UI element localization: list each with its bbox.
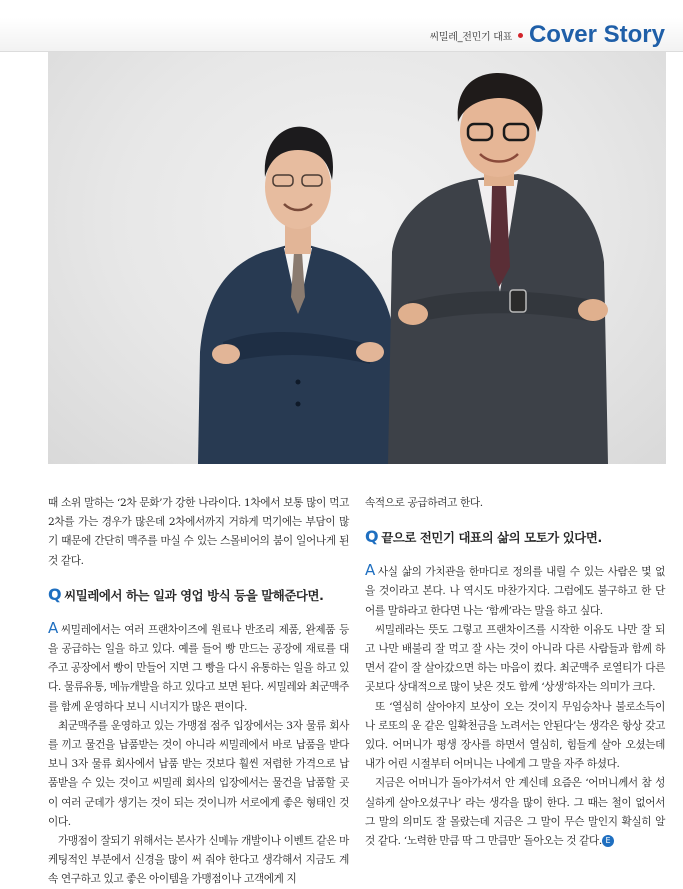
answer-paragraph	[365, 561, 665, 621]
cover-photo	[48, 52, 666, 464]
paragraph	[365, 774, 665, 851]
section-title: Cover Story	[528, 21, 665, 48]
paragraph: 씨밀레라는 뜻도 그렇고 프랜차이즈를 시작한 이유도 나만 잘 되고 나만 배불리 잘 먹고 잘 사는 것이 아니라 다른 사람들과 함께 하면서 같이 잘 살아갔으면 하는 마음이 컸다. 최군맥주 로열티가 다른 곳보다 상대적으로 많이 낮은 것도 함께 ‘상생’하자는 의미가 크다.	[365, 623, 665, 694]
paragraph: 최군맥주를 운영하고 있는 가맹점 점주 입장에서는 3자 물류 회사를 끼고 물건을 납품받는 것이 아니라 씨밀레에서 바로 납품을 받다보니 3자 물류 회사에서 납품 받는 것보다 훨씬 저렴한 가격으로 납품받을 수 있는 것이고 씨밀레 회사의 입장에서는 물건을 납품할 곳이 여러 군데가 생기는 것이 되는 것이니까 서로에게 좋은 형태인 것이다.	[48, 719, 349, 828]
section-subtitle: 씨밀레_전민기 대표	[429, 31, 512, 43]
paragraph-text: 지금은 어머니가 돌아가셔서 안 계신데 요즘은 ‘어머니께서 참 성실하게 살아오셨구나’ 라는 생각을 많이 한다. 그 때는 철이 없어서 그 말의 의미도 잘 몰랐는데 지금은 그 말이 무슨 말인지 확실히 알 것 같다. ‘노력한 만큼 딱 그 만큼만’ 돌아오는 것 같다.	[365, 777, 665, 848]
person-left	[198, 127, 398, 464]
section-header	[429, 22, 665, 48]
article-column-left	[48, 494, 349, 889]
end-mark-icon: E	[602, 835, 614, 847]
article-column-right	[365, 494, 665, 851]
cover-photo-illustration	[48, 52, 666, 464]
question-heading	[48, 585, 349, 606]
paragraph: 또 ‘열심히 살아야지 보상이 오는 것이지 무임승차나 불로소득이나 로또의 운 같은 일확천금을 노려서는 안된다’는 생각은 항상 갖고 있다. 어머니가 평생 장사를 하면서 열심히, 힘들게 살아 오셨는데 내가 어린 시절부터 어머니는 나에게 그 말을 자주 하셨다.	[365, 700, 665, 771]
question-text: 씨밀레에서 하는 일과 영업 방식 등을 말해준다면.	[64, 587, 324, 603]
red-dot-icon	[518, 33, 523, 38]
question-heading	[365, 527, 665, 548]
answer-text: 사실 삶의 가치관을 한마디로 정의를 내릴 수 있는 사람은 몇 없을 것이라고 본다. 나 역시도 마찬가지다. 그럼에도 불구하고 한 단어를 말하라고 한다면 나는 ‘함께’라는 말을 하고 싶다.	[365, 566, 665, 617]
question-mark-icon: Q	[48, 584, 62, 604]
question-mark-icon: Q	[365, 527, 379, 547]
answer-mark-icon: A	[48, 618, 58, 637]
answer-mark-icon: A	[365, 561, 375, 580]
paragraph: 속적으로 공급하려고 한다.	[365, 497, 483, 509]
question-text: 끝으로 전민기 대표의 삶의 모토가 있다면.	[381, 530, 602, 546]
answer-paragraph	[48, 619, 349, 717]
person-right	[388, 73, 608, 464]
answer-text: 씨밀레에서는 여러 프랜차이즈에 원료나 반조리 제품, 완제품 등을 공급하는 일을 하고 있다. 예를 들어 빵 만드는 공장에 재료를 대주고 공장에서 빵이 만들어 지면 그 빵을 다시 유통하는 일을 하고 있다. 물류유통, 메뉴개발을 하고 있다고 보면 된다. 씨밀레와 최군맥주를 함께 운영하다 보니 시너지가 많은 편이다.	[48, 623, 349, 713]
paragraph: 가맹점이 잘되기 위해서는 본사가 신메뉴 개발이나 이벤트 같은 마케팅적인 부분에서 신경을 많이 써 줘야 한다고 생각해서 지금도 계속 연구하고 있고 좋은 아이템을 가맹점이나 고객에게 지	[48, 835, 349, 886]
paragraph: 때 소위 말하는 ‘2차 문화’가 강한 나라이다. 1차에서 보통 많이 먹고 2차를 가는 경우가 많은데 2차에서까지 거하게 먹기에는 부담이 많기 때문에 간단히 맥주를 마실 수 있는 스몰비어의 붐이 일어나게 된 것 같다.	[48, 497, 349, 567]
